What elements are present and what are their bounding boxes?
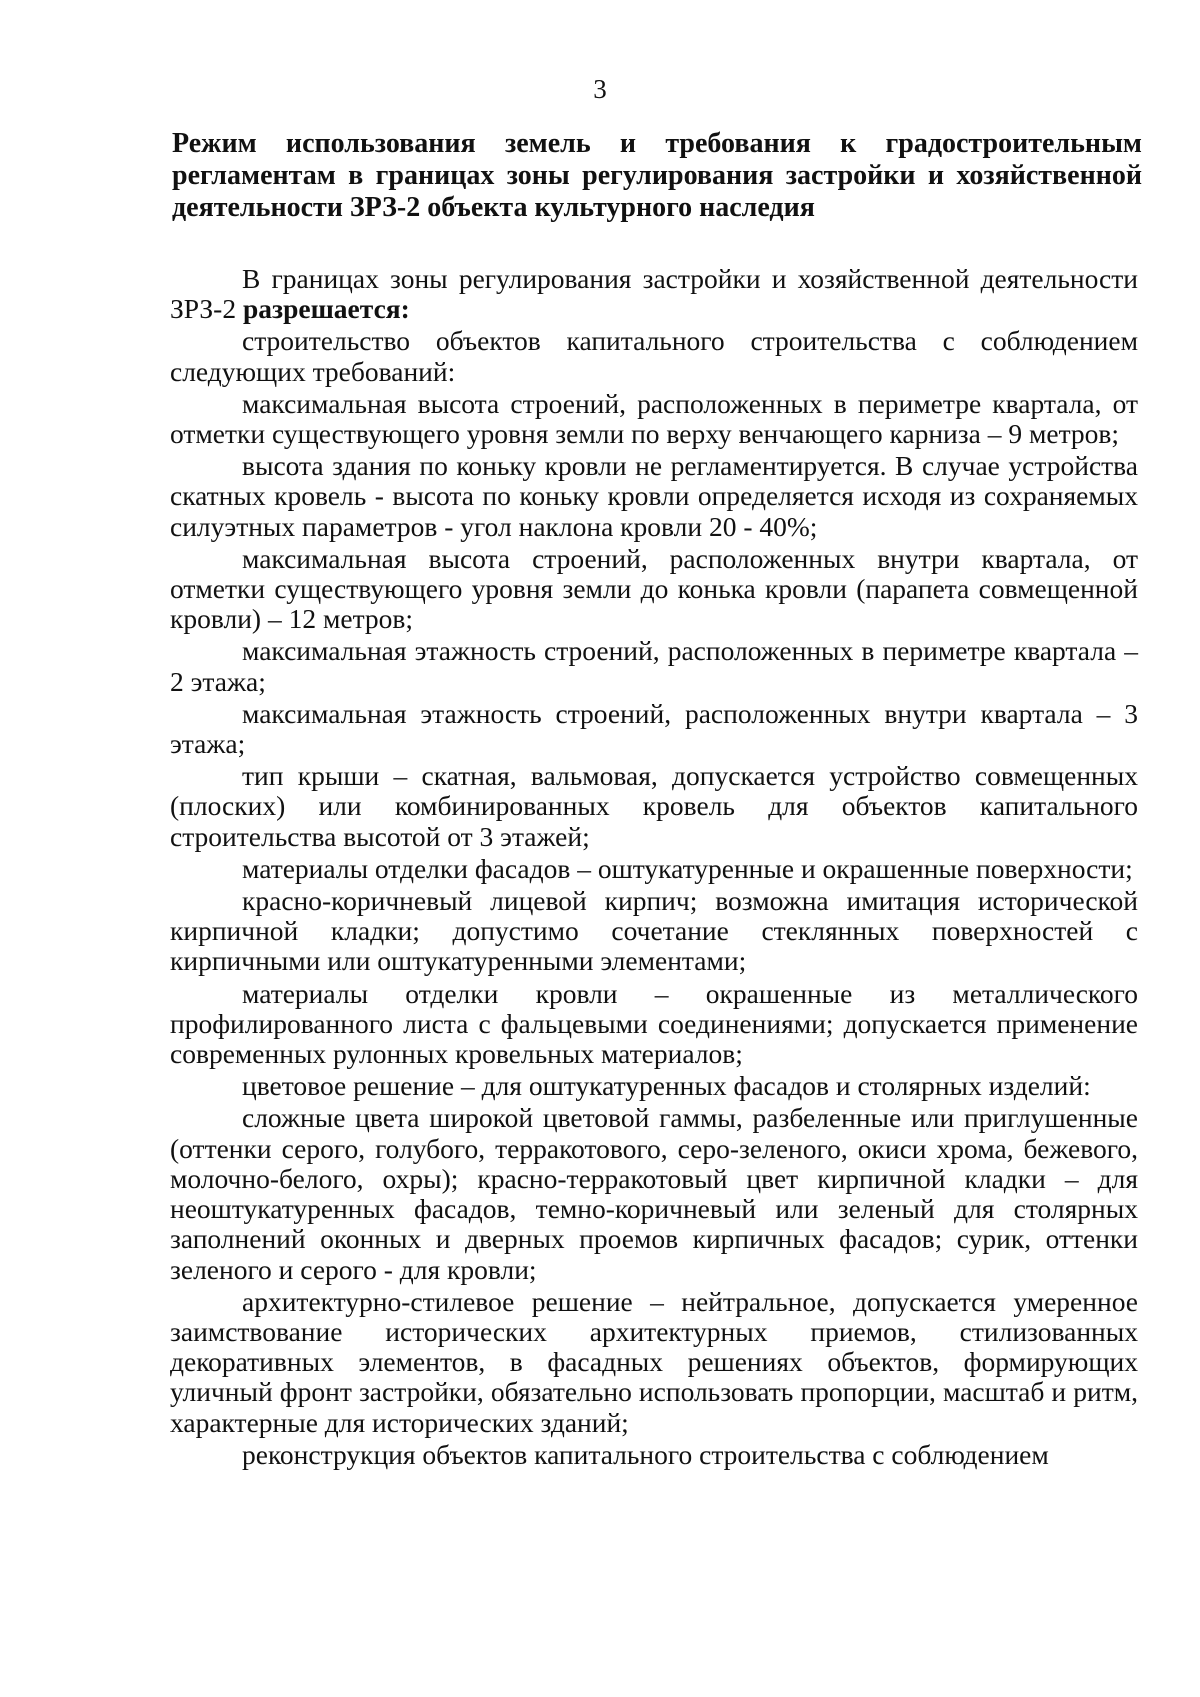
paragraph: строительство объектов капитального строительства с соблюдением следующих требований: — [170, 325, 1138, 387]
paragraph: архитектурно-стилевое решение – нейтральное, допускается умеренное заимствование исторических архитектурных приемов, стилизованных декоративных элементов, в фасадных решениях объектов, формирующих уличный фронт застройки, обязательно использовать пропорции, масштаб и ритм, характерные для исторических зданий; — [170, 1285, 1138, 1438]
paragraph: максимальная этажность строений, расположенных в периметре квартала – 2 этажа; — [170, 635, 1138, 697]
paragraph: материалы отделки кровли – окрашенные из металлического профилированного листа с фальцевыми соединениями; допускается применение современных рулонных кровельных материалов; — [170, 977, 1138, 1070]
intro-text: В границах зоны регулирования застройки и хозяйственной деятельности ЗРЗ-2 — [170, 263, 1138, 325]
document-body — [170, 264, 1138, 1472]
paragraph: максимальная высота строений, расположенных внутри квартала, от отметки существующего уровня земли до конька кровли (парапета совмещенной кровли) – 12 метров; — [170, 542, 1138, 635]
paragraph: красно-коричневый лицевой кирпич; возможна имитация исторической кирпичной кладки; допустимо сочетание стеклянных поверхностей с кирпичными или оштукатуренными элементами; — [170, 885, 1138, 977]
paragraph: материалы отделки фасадов – оштукатуренные и окрашенные поверхности; — [242, 852, 1133, 884]
paragraph: реконструкция объектов капитального строительства с соблюдением — [242, 1438, 1049, 1470]
page-number: 3 — [593, 74, 607, 104]
paragraph: высота здания по коньку кровли не регламентируется. В случае устройства скатных кровель - высота по коньку кровли определяется исходя из сохраняемых силуэтных параметров - угол наклона кровли 20 - 40%; — [170, 450, 1138, 542]
paragraph: тип крыши – скатная, вальмовая, допускается устройство совмещенных (плоских) или комбинированных кровель для объектов капитального строительства высотой от 3 этажей; — [170, 760, 1138, 852]
paragraph: сложные цвета широкой цветовой гаммы, разбеленные или приглушенные (оттенки серого, голубого, терракотового, серо-зеленого, окиси хрома, бежевого, молочно-белого, охры); красно-терракотовый цвет кирпичной кладки – для неоштукатуренных фасадов, темно-коричневый или зеленый для столярных заполнений оконных и дверных проемов кирпичных фасадов; сурик, оттенки зеленого и серого - для кровли; — [170, 1102, 1138, 1285]
intro-paragraph — [170, 264, 1138, 324]
paragraph: максимальная высота строений, расположенных в периметре квартала, от отметки существующего уровня земли по верху венчающего карниза – 9 метров; — [170, 387, 1138, 450]
paragraph: максимальная этажность строений, расположенных внутри квартала – 3 этажа; — [170, 697, 1138, 760]
section-heading: Режим использования земель и требования к градостроительным регламентам в границах зоны регулирования застройки и хозяйственной деятельности ЗРЗ-2 объекта культурного наследия — [172, 128, 1142, 223]
intro-emphasis: разрешается: — [242, 293, 410, 325]
paragraph: цветовое решение – для оштукатуренных фасадов и столярных изделий: — [242, 1070, 1091, 1102]
